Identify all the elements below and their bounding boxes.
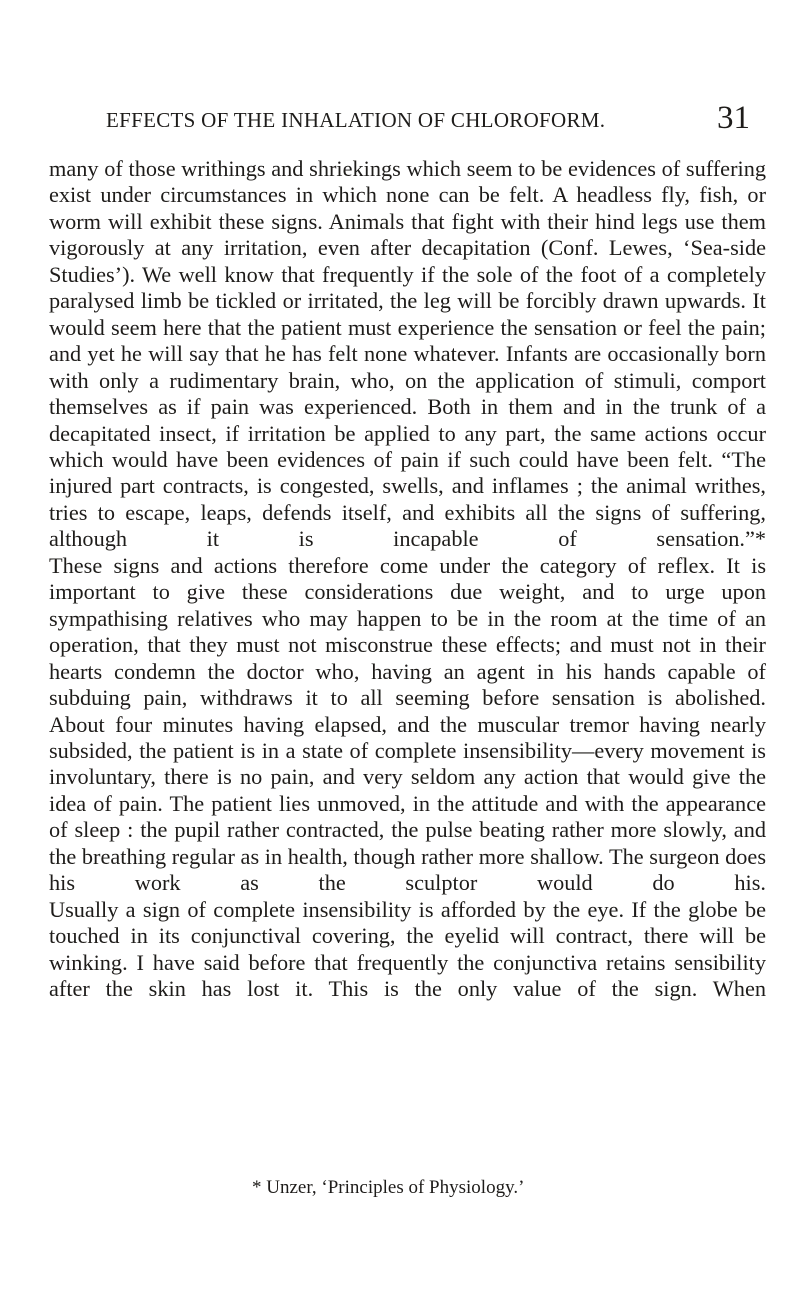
paragraph-complete-insensibility: About four minutes having elapsed, and the muscular tremor having nearly subsided, the patient is in a state of complete insensibility—every movement is involuntary, there is no pain, and very seldom any action that would give the idea of pain. The patient lies unmoved, in the attitude and with the appearance of sleep : the pupil rather contracted, the pulse beating rather more slowly, and the breathing regular as in health, though rather more shallow. The surgeon does his work as the sculptor would do his. [49, 711, 766, 896]
running-title: EFFECTS OF THE INHALATION OF CHLOROFORM. [106, 108, 606, 132]
paragraph-reflex-signs: many of those writhings and shriekings which seem to be evidences of suffering exist under circumstances in which none can be felt. A headless fly, fish, or worm will exhibit these signs. Animals that fight with their hind legs use them vigorously at any irritation, even after decapitation (Conf. Lewes, ‘Sea-side Studies’). We well know that frequently if the sole of the foot of a completely paralysed limb be tickled or irritated, the leg will be forcibly drawn upwards. It would seem here that the patient must experience the sensation or feel the pain; and yet he will say that he has felt none whatever. Infants are occasionally born with only a rudimentary brain, who, on the application of stimuli, comport themselves as if pain was experienced. Both in them and in the trunk of a decapitated insect, if irritation be applied to any part, the same actions occur which would have been evidences of pain if such could have been felt. “The injured part contracts, is congested, swells, and inflames ; the animal writhes, tries to escape, leaps, defends itself, and exhibits all the signs of suffering, although it is incapable of sensation.”* [49, 156, 766, 552]
paragraph-sign-of-the-eye: Usually a sign of complete insensibility is afforded by the eye. If the globe be touched in its conjunctival covering, the eyelid will contract, there will be winking. I have said before that frequently the conjunctiva retains sensibility after the skin has lost it. This is the only value of the sign. When [49, 896, 766, 1002]
body-text [49, 156, 766, 1003]
running-head [40, 100, 760, 140]
footnote: * Unzer, ‘Principles of Physiology.’ [252, 1177, 525, 1198]
paragraph-category-of-reflex: These signs and actions therefore come under the category of reflex. It is important to give these considerations due weight, and to urge upon sympathising relatives who may happen to be in the room at the time of an operation, that they must not misconstrue these effects; and must not in their hearts condemn the doctor who, having an agent in his hands capable of subduing pain, withdraws it to all seeming before sensation is abolished. [49, 552, 766, 711]
page-number: 31 [717, 100, 750, 136]
